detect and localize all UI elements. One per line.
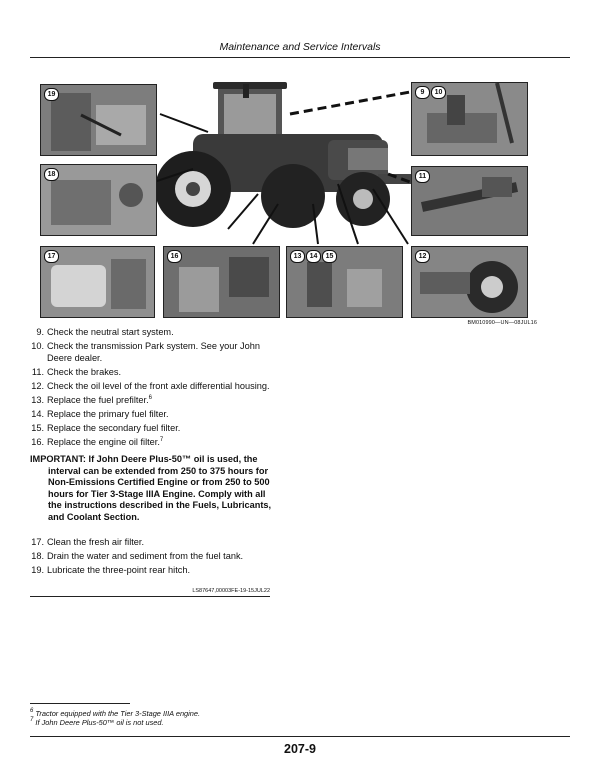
- photo-cab-controls: [411, 82, 528, 156]
- footnote-7: $^7$ If John Deere Plus-50™ oil is not used.: [30, 717, 164, 727]
- item-text: Check the neutral start system.: [47, 327, 174, 337]
- list-item: [30, 395, 280, 407]
- item-text: Drain the water and sediment from the fuel tank.: [47, 551, 244, 561]
- photo-callouts: 18: [44, 168, 59, 181]
- list-item: [30, 327, 280, 339]
- important-note: [30, 454, 280, 523]
- item-number: 12.: [31, 380, 44, 391]
- item-number: 19.: [31, 565, 44, 575]
- reference-code: LS87647,00003FE-19-15JUL22: [30, 588, 270, 597]
- item-text: Replace the primary fuel filter.: [47, 408, 169, 419]
- item-text: Replace the engine oil filter.$^7$: [47, 436, 164, 447]
- list-section-1: [30, 327, 280, 448]
- important-lead: IMPORTANT: If John Deere Plus-50™ oil is used, the: [30, 454, 258, 464]
- photo-fuel-tank-drain: [40, 164, 157, 236]
- list-item: [30, 367, 280, 379]
- running-header: Maintenance and Service Intervals: [219, 41, 381, 53]
- item-text: Check the transmission Park system. See your John Deere dealer.: [47, 341, 260, 363]
- photo-callouts: 13 14 15: [290, 250, 337, 263]
- item-text: Replace the secondary fuel filter.: [47, 422, 181, 433]
- list-section-2: [30, 537, 280, 577]
- list-item: [30, 537, 280, 549]
- photo-engine-oil-filter: [163, 246, 280, 318]
- item-number: 11.: [31, 366, 44, 377]
- list-item: [30, 551, 280, 563]
- footnote-ref: 6: [148, 394, 152, 401]
- item-number: 16.: [31, 436, 44, 447]
- photo-callouts: 17: [44, 250, 59, 263]
- item-text: Check the brakes.: [47, 366, 122, 377]
- list-item: [30, 381, 280, 393]
- photo-callouts: 11: [415, 170, 430, 183]
- item-text: Replace the fuel prefilter.$^6$: [47, 394, 152, 405]
- maintenance-list: [30, 327, 280, 579]
- figure-id: BM010990—UN—08JUL16: [467, 320, 537, 326]
- list-item: [30, 409, 280, 421]
- item-number: 10.: [31, 341, 44, 351]
- photo-callouts: 19: [44, 88, 59, 101]
- footer-rule: [30, 736, 570, 737]
- item-number: 9.: [36, 327, 44, 337]
- item-number: 14.: [31, 408, 44, 419]
- item-number: 17.: [31, 537, 44, 547]
- item-number: 13.: [31, 394, 44, 405]
- important-body: interval can be extended from 250 to 375 hours for Non-Emissions Certified Engine or from 250 to 500 hours for Tier 3-Stage IIIA Engine. Comply with all the instructions described in the Fuels, Lubricants, and Coolant Section.: [48, 465, 272, 522]
- photo-front-axle: [411, 246, 528, 318]
- header-rule: [30, 57, 570, 58]
- footnote-rule: [30, 703, 130, 704]
- footnote-6: $^6$ Tractor equipped with the Tier 3-Stage IIIA engine.: [30, 708, 201, 718]
- cab-roof: [213, 82, 287, 89]
- item-text: Check the oil level of the front axle differential housing.: [47, 380, 270, 391]
- list-item: [30, 423, 280, 435]
- list-item: [30, 437, 280, 449]
- photo-air-filter: [40, 246, 155, 318]
- maintenance-figure: [28, 74, 540, 316]
- item-number: 18.: [31, 551, 44, 561]
- photo-callouts: 9 10: [415, 86, 446, 99]
- photo-callouts: 12: [415, 250, 430, 263]
- photo-three-point-hitch: [40, 84, 157, 156]
- footnote-ref: 7: [159, 436, 164, 443]
- list-item: [30, 565, 280, 577]
- item-text: Lubricate the three-point rear hitch.: [47, 565, 190, 575]
- item-number: 15.: [31, 422, 44, 433]
- photo-brake-pedals: [411, 166, 528, 236]
- photo-callouts: 16: [167, 250, 182, 263]
- item-text: Clean the fresh air filter.: [47, 537, 145, 547]
- photo-fuel-filters: [286, 246, 403, 318]
- list-item: [30, 341, 280, 364]
- page-number: 207-9: [284, 742, 316, 756]
